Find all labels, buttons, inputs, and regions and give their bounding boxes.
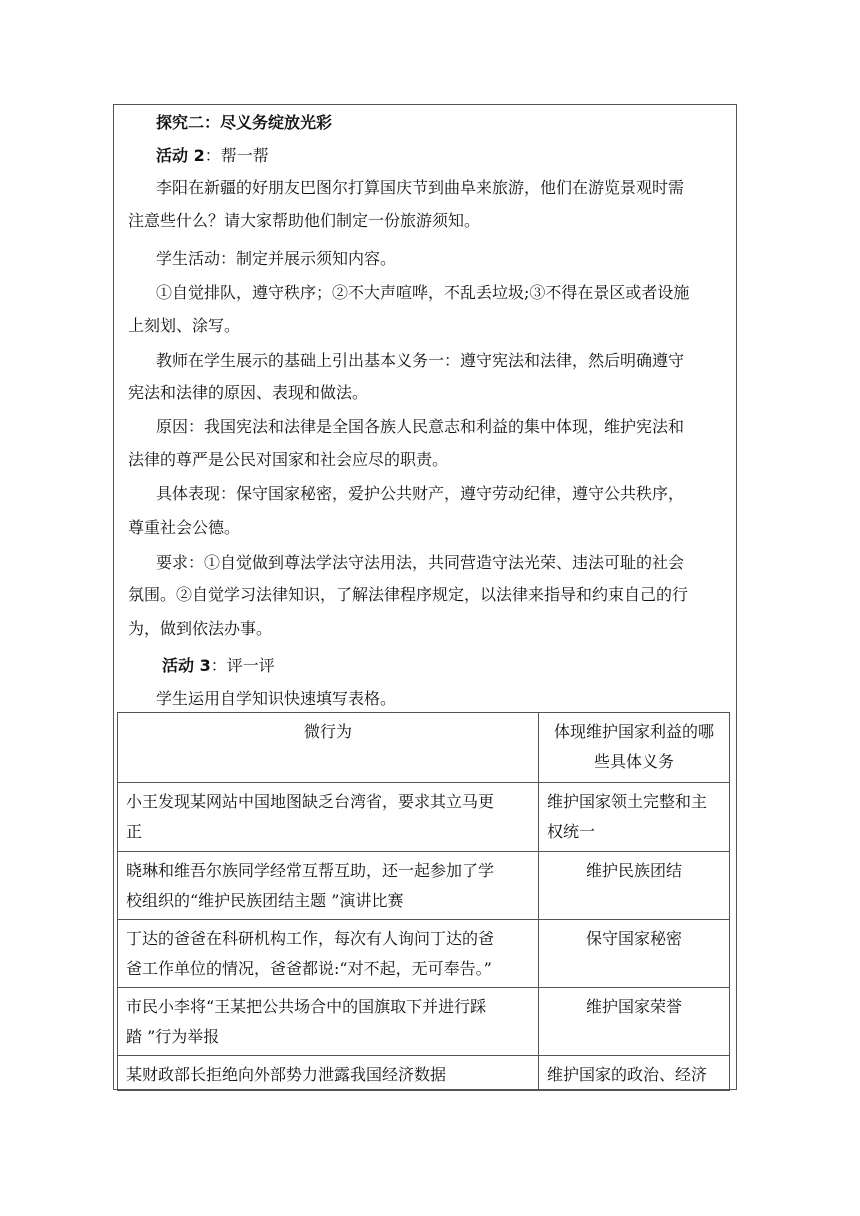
table-intro: 学生运用自学知识快速填写表格。 bbox=[156, 689, 397, 708]
activity3-heading bbox=[114, 655, 737, 677]
duty-cell: 维护民族团结 bbox=[539, 852, 730, 920]
header-behavior: 微行为 bbox=[118, 713, 539, 783]
requirement-line-1: 要求：①自觉做到尊法学法守法用法，共同营造守法光荣、违法可耻的社会 bbox=[156, 553, 685, 572]
duties-table bbox=[117, 712, 730, 1091]
notice-line-2: 上刻划、涂写。 bbox=[128, 316, 241, 335]
activity2-heading bbox=[114, 145, 737, 167]
header-duty-line-1: 体现维护国家利益的哪 bbox=[553, 722, 714, 741]
story-line-2: 注意些什么？请大家帮助他们制定一份旅游须知。 bbox=[128, 211, 481, 230]
behavior-cell: 市民小李将“王某把公共场合中的国旗取下并进行踩 踏 ”行为举报 bbox=[118, 988, 539, 1056]
table-header-row bbox=[118, 713, 730, 783]
table-row bbox=[118, 988, 730, 1056]
teacher-line-1: 教师在学生展示的基础上引出基本义务一：遵守宪法和法律，然后明确遵守 bbox=[156, 351, 685, 370]
activity2-separator: ： bbox=[204, 146, 221, 165]
story-line-1: 李阳在新疆的好朋友巴图尔打算国庆节到曲阜来旅游，他们在游览景观时需 bbox=[156, 178, 685, 197]
table-row bbox=[118, 852, 730, 920]
notice-line-1: ①自觉排队，遵守秩序；②不大声喧哗，不乱丢垃圾;③不得在景区或者设施 bbox=[156, 283, 690, 302]
table-row bbox=[118, 920, 730, 988]
header-duty bbox=[539, 713, 730, 783]
activity2-name: 帮一帮 bbox=[220, 146, 269, 165]
behavior-cell: 晓琳和维吾尔族同学经常互帮互助，还一起参加了学 校组织的“维护民族团结主题 ”演讲比赛 bbox=[118, 852, 539, 920]
student-activity: 学生活动：制定并展示须知内容。 bbox=[156, 249, 397, 268]
table-row bbox=[118, 1056, 730, 1091]
teacher-line-2: 宪法和法律的原因、表现和做法。 bbox=[128, 383, 369, 402]
duty-cell: 保守国家秘密 bbox=[539, 920, 730, 988]
activity3-separator: ： bbox=[210, 656, 227, 675]
duty-cell: 维护国家领土完整和主 权统一 bbox=[539, 783, 730, 852]
reason-line-1: 原因：我国宪法和法律是全国各族人民意志和利益的集中体现，维护宪法和 bbox=[156, 417, 685, 436]
activity3-name: 评一评 bbox=[226, 656, 275, 675]
table-row bbox=[118, 783, 730, 852]
performance-line-2: 尊重社会公德。 bbox=[128, 518, 241, 537]
behavior-cell: 丁达的爸爸在科研机构工作，每次有人询问丁达的爸 爸工作单位的情况，爸爸都说:“对不起，无可奉告。” bbox=[118, 920, 539, 988]
reason-line-2: 法律的尊严是公民对国家和社会应尽的职责。 bbox=[128, 450, 449, 469]
header-duty-line-2: 些具体义务 bbox=[593, 752, 674, 771]
duty-cell: 维护国家荣誉 bbox=[539, 988, 730, 1056]
requirement-line-3: 为，做到依法办事。 bbox=[128, 619, 273, 638]
activity3-label: 活动 3 bbox=[162, 656, 211, 675]
section-title: 探究二：尽义务绽放光彩 bbox=[156, 113, 333, 132]
duty-cell: 维护国家的政治、经济 bbox=[539, 1056, 730, 1091]
performance-line-1: 具体表现：保守国家秘密，爱护公共财产，遵守劳动纪律，遵守公共秩序， bbox=[156, 484, 685, 503]
requirement-line-2: 氛围。②自觉学习法律知识，了解法律程序规定，以法律来指导和约束自己的行 bbox=[128, 585, 689, 604]
activity2-label: 活动 2 bbox=[156, 146, 205, 165]
behavior-cell: 某财政部长拒绝向外部势力泄露我国经济数据 bbox=[118, 1056, 539, 1091]
behavior-cell: 小王发现某网站中国地图缺乏台湾省，要求其立马更 正 bbox=[118, 783, 539, 852]
